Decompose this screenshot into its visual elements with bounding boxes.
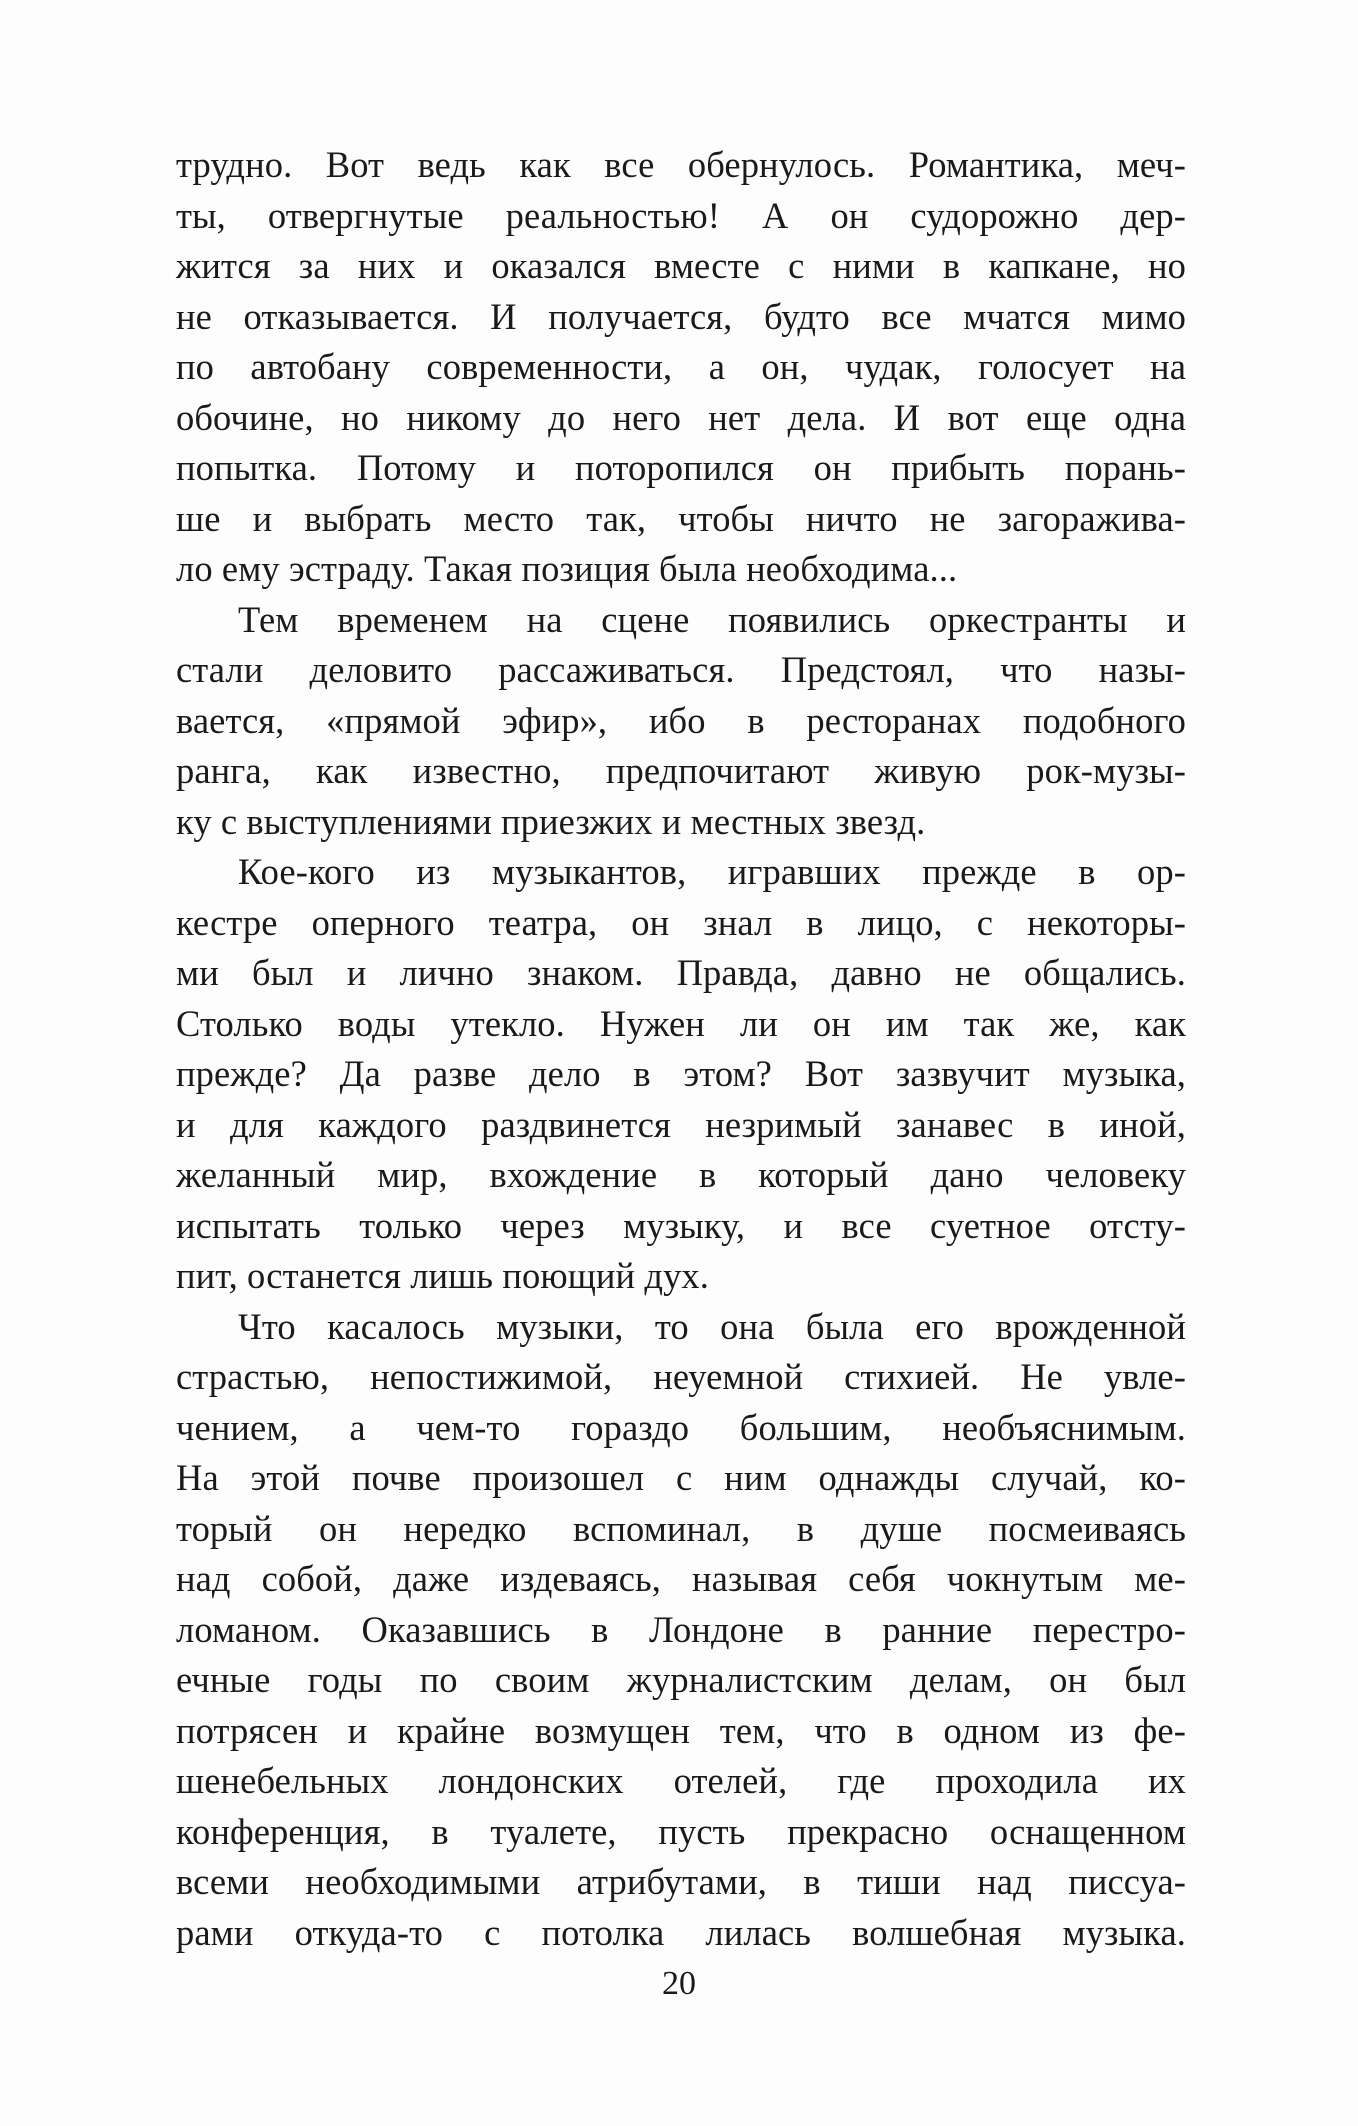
text-line: стали деловито рассаживаться. Предстоял, что назы- xyxy=(176,649,1186,690)
text-line: рами откуда-то с потолка лилась волшебная музыка. xyxy=(176,1911,1186,1953)
text-line: пит, останется лишь поющий дух. xyxy=(176,1255,709,1296)
text-line: кестре оперного театра, он знал в лицо, с некоторы- xyxy=(176,901,1186,943)
text-line: прежде? Да разве дело в этом? Вот зазвучит музыка, xyxy=(176,1053,1186,1094)
body-text xyxy=(176,140,1186,1958)
text-line: На этой почве произошел с ним однажды случай, ко- xyxy=(176,1457,1186,1498)
text-line: испытать только через музыку, и все суетное отсту- xyxy=(176,1204,1186,1246)
text-line: конференция, в туалете, пусть прекрасно оснащенном xyxy=(176,1810,1186,1852)
text-line: желанный мир, вхождение в который дано человеку xyxy=(176,1154,1186,1195)
text-line: трудно. Вот ведь как все обернулось. Романтика, меч- xyxy=(176,144,1186,185)
text-line: ечные годы по своим журналистским делам, он был xyxy=(176,1659,1186,1700)
text-line: попытка. Потому и поторопился он прибыть порань- xyxy=(176,447,1186,488)
text-line: ты, отвергнутые реальностью! А он судорожно дер- xyxy=(176,194,1186,236)
text-line: шенебельных лондонских отелей, где проходила их xyxy=(176,1760,1186,1801)
text-line: страстью, непостижимой, неуемной стихией. Не увле- xyxy=(176,1356,1186,1397)
page-number: 20 xyxy=(662,1965,696,2002)
text-line: по автобану современности, а он, чудак, голосует на xyxy=(176,346,1186,387)
text-line: и для каждого раздвинется незримый занавес в иной, xyxy=(176,1103,1186,1145)
text-line: всеми необходимыми атрибутами, в тиши над писсуа- xyxy=(176,1861,1186,1902)
text-line: Что касалось музыки, то она была его врожденной xyxy=(238,1305,1186,1347)
text-line: ранга, как известно, предпочитают живую рок-музы- xyxy=(176,750,1186,791)
text-line: ломаном. Оказавшись в Лондоне в ранние перестро- xyxy=(176,1608,1186,1650)
text-line: жится за них и оказался вместе с ними в капкане, но xyxy=(176,245,1186,286)
text-line: торый он нередко вспоминал, в душе посмеиваясь xyxy=(176,1507,1186,1549)
text-line: ми был и лично знаком. Правда, давно не общались. xyxy=(176,952,1186,993)
text-line: ло ему эстраду. Такая позиция была необходима... xyxy=(176,548,958,589)
text-line: потрясен и крайне возмущен тем, что в одном из фе- xyxy=(176,1709,1186,1751)
text-line: ше и выбрать место так, чтобы ничто не загоражива- xyxy=(176,497,1186,539)
text-line: обочине, но никому до него нет дела. И вот еще одна xyxy=(176,396,1186,438)
text-line: ку с выступлениями приезжих и местных звезд. xyxy=(176,800,926,842)
text-line: над собой, даже издеваясь, называя себя чокнутым ме- xyxy=(176,1558,1186,1599)
text-line: Тем временем на сцене появились оркестранты и xyxy=(238,598,1186,640)
text-line: Кое-кого из музыкантов, игравших прежде в ор- xyxy=(238,851,1186,892)
text-line: Столько воды утекло. Нужен ли он им так же, как xyxy=(176,1002,1186,1044)
text-line: не отказывается. И получается, будто все мчатся мимо xyxy=(176,295,1186,337)
text-line: чением, а чем-то гораздо большим, необъяснимым. xyxy=(176,1406,1186,1448)
text-line: вается, «прямой эфир», ибо в ресторанах подобного xyxy=(176,699,1186,741)
